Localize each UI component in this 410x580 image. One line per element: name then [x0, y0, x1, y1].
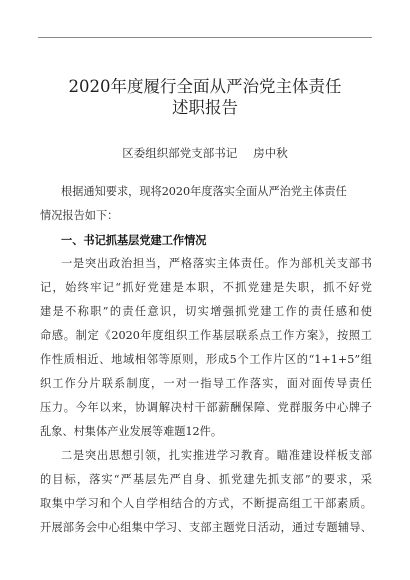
paragraph-line: 开展部务会中心组集中学习、支部主题党日活动，通过专题辅导、 — [40, 521, 372, 534]
paragraph-line: 乱象、村集体产业发展等难题12件。 — [40, 425, 223, 438]
paragraph-line: 一是突出政治担当，严格落实主体责任。作为部机关支部书 — [61, 257, 372, 270]
paragraph-line: 取集中学习和个人自学相结合的方式，不断提高组工干部素质。 — [40, 497, 372, 510]
paragraph-line: 记，始终牢记“抓好党建是本职，不抓党建是失职，抓不好党 — [40, 281, 372, 294]
intro-line: 根据通知要求，现将2020年度落实全面从严治党主体责任 — [61, 185, 347, 198]
paragraph-line: 压力。今年以来，协调解决村干部薪酬保障、党群服务中心牌子 — [40, 401, 372, 414]
document-title-line1: 2020年度履行全面从严治党主体责任 — [68, 77, 342, 96]
document-title-line2: 述职报告 — [172, 98, 238, 117]
section-heading: 一、书记抓基层党建工作情况 — [61, 233, 207, 247]
author-name: 房中秋 — [253, 146, 288, 160]
paragraph-line: 二是突出思想引领，扎实推进学习教育。瞄准建设样板支部 — [61, 449, 372, 462]
author-line — [0, 145, 410, 161]
paragraph-line: 作性质相近、地域相邻等原则，形成5个工作片区的“1+1+5”组 — [40, 353, 372, 366]
paragraph-line: 织工作分片联系制度，一对一指导工作落实，面对面传导责任 — [40, 377, 372, 390]
paragraph-line: 的目标，落实“严基层先严自身、抓党建先抓支部”的要求，采 — [40, 473, 372, 486]
intro-line: 情况报告如下： — [40, 209, 119, 222]
paragraph-line: 建是不称职”的责任意识，切实增强抓党建工作的责任感和使 — [40, 305, 372, 318]
paragraph-line: 命感。制定《2020年度组织工作基层联系点工作方案》，按照工 — [40, 329, 372, 342]
author-role: 区委组织部党支部书记 — [122, 146, 238, 160]
header-divider — [38, 37, 372, 38]
